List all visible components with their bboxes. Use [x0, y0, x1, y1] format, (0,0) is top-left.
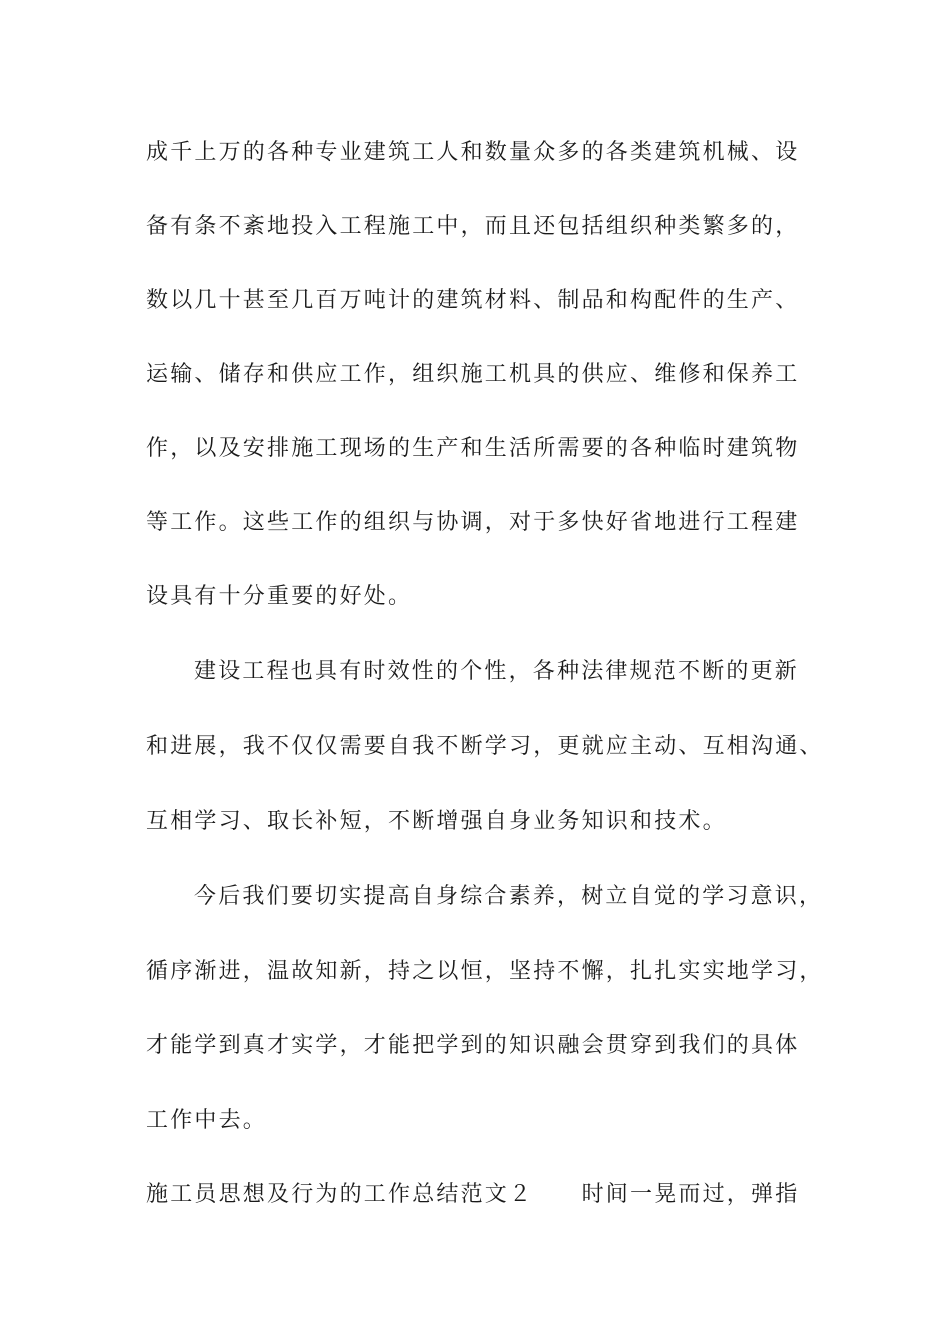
paragraph-first-line: 建设工程也具有时效性的个性，各种法律规范不断的更新	[194, 659, 800, 684]
text-line: 才能学到真才实学，才能把学到的知识融会贯穿到我们的具体	[146, 1033, 800, 1058]
text-line: 备有条不紊地投入工程施工中，而且还包括组织种类繁多的，	[146, 214, 800, 239]
text-line: 等工作。这些工作的组织与协调，对于多快好省地进行工程建	[146, 510, 800, 535]
text-line: 数以几十甚至几百万吨计的建筑材料、制品和构配件的生产、	[146, 288, 800, 313]
text-line: 工作中去。	[146, 1108, 268, 1133]
text-line: 和进展，我不仅仅需要自我不断学习，更就应主动、互相沟通、	[146, 734, 824, 759]
text-line: 作，以及安排施工现场的生产和生活所需要的各种临时建筑物	[146, 436, 800, 461]
text-line: 设具有十分重要的好处。	[146, 584, 413, 609]
paragraph-first-line: 今后我们要切实提高自身综合素养，树立自觉的学习意识，	[194, 884, 824, 909]
section-heading-line: 施工员思想及行为的工作总结范文２ 时间一晃而过，弹指	[146, 1182, 800, 1207]
text-line: 循序渐进，温故知新，持之以恒，坚持不懈，扎扎实实地学习，	[146, 959, 824, 984]
text-line: 成千上万的各种专业建筑工人和数量众多的各类建筑机械、设	[146, 140, 800, 165]
text-line: 运输、储存和供应工作，组织施工机具的供应、维修和保养工	[146, 362, 800, 387]
text-line: 互相学习、取长补短，不断增强自身业务知识和技术。	[146, 809, 727, 834]
